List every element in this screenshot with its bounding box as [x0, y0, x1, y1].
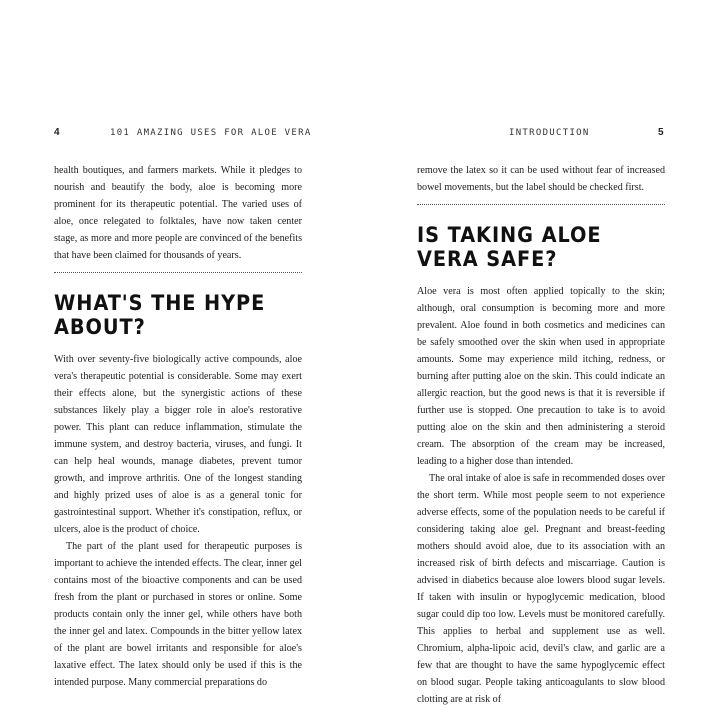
right-text-column: [417, 162, 665, 708]
left-section-divider: [54, 272, 302, 273]
right-paragraph-1: Aloe vera is most often applied topically to the skin; although, oral consumption is becoming more and more prevalent. Aloe found in both cosmetics and medicines can be safely smoothed over the skin when used in appropriate amounts. Some may experience mild itching, redness, or burning after putting aloe on the skin. This could indicate an allergic reaction, but the good news is that it is reversible if further use is stopped. One precaution to take is to avoid putting aloe on the skin and then administering a steroid cream. The absorption of the cream may be increased, leading to a higher dose than intended.: [417, 286, 665, 467]
right-paragraph-continued: remove the latex so it can be used without fear of increased bowel movements, but the label should be checked first.: [417, 165, 665, 193]
right-paragraph-2: The oral intake of aloe is safe in recommended doses over the short term. While most people seem to not experience adverse effects, some of the population needs to be careful if considering taking aloe gel. Pregnant and breast-feeding mothers should avoid aloe, due to its association with an increased risk of birth defects and miscarriage. Caution is advised in diabetics because aloe lowers blood sugar levels. If taken with insulin or hypoglycemic medication, blood sugar could dip too low. Levels must be monitored carefully. This applies to herbal and supplement use as well. Chromium, alpha-lipoic acid, devil's claw, and garlic are a few that are thought to have the same hypoglycemic effect on blood sugar. People taking anticoagulants to slow blood clotting are at risk of: [417, 473, 665, 705]
right-section-divider: [417, 204, 665, 205]
left-paragraph-continued: health boutiques, and farmers markets. While it pledges to nourish and beautify the body, aloe is becoming more prominent for its therapeutic potential. The varied uses of aloe, once relegated to folktales, have now taken center stage, as more and more people are convinced of the benefits that have been claimed for thousands of years.: [54, 165, 302, 261]
right-page-number: 5: [658, 127, 664, 138]
left-page-number: 4: [54, 127, 60, 138]
left-paragraph-1: With over seventy-five biologically active compounds, aloe vera's therapeutic potential is considerable. Some may exert their effects alone, but the synergistic actions of these substances likely play a bigger role in aloe's restorative power. This plant can reduce inflammation, stimulate the immune system, and destroy bacteria, viruses, and fungi. It can help heal wounds, manage diabetes, prevent tumor growth, and improve arthritis. One of the longest standing and highly prized uses of aloe is as a general tonic for gastrointestinal support. Whether it's constipation, reflux, or ulcers, aloe is the product of choice.: [54, 354, 302, 535]
right-running-head: INTRODUCTION: [509, 128, 590, 138]
left-paragraph-2: The part of the plant used for therapeutic purposes is important to achieve the intended effects. The clear, inner gel contains most of the bioactive components and can be used fresh from the plant or purchased in stores or online. Some products contain only the inner gel, while others have both the inner gel and latex. Compounds in the bitter yellow latex of the plant are bowel irritants and responsible for aloe's laxative effect. The latex should only be used if this is the intended purpose. Many commercial preparations do: [54, 541, 302, 688]
right-section-heading: IS TAKING ALOE VERA SAFE?: [417, 223, 602, 271]
left-running-head: 101 AMAZING USES FOR ALOE VERA: [110, 128, 312, 138]
right-page: [360, 0, 720, 720]
left-section-heading: WHAT'S THE HYPE ABOUT?: [54, 291, 266, 339]
left-text-column: [54, 162, 302, 691]
